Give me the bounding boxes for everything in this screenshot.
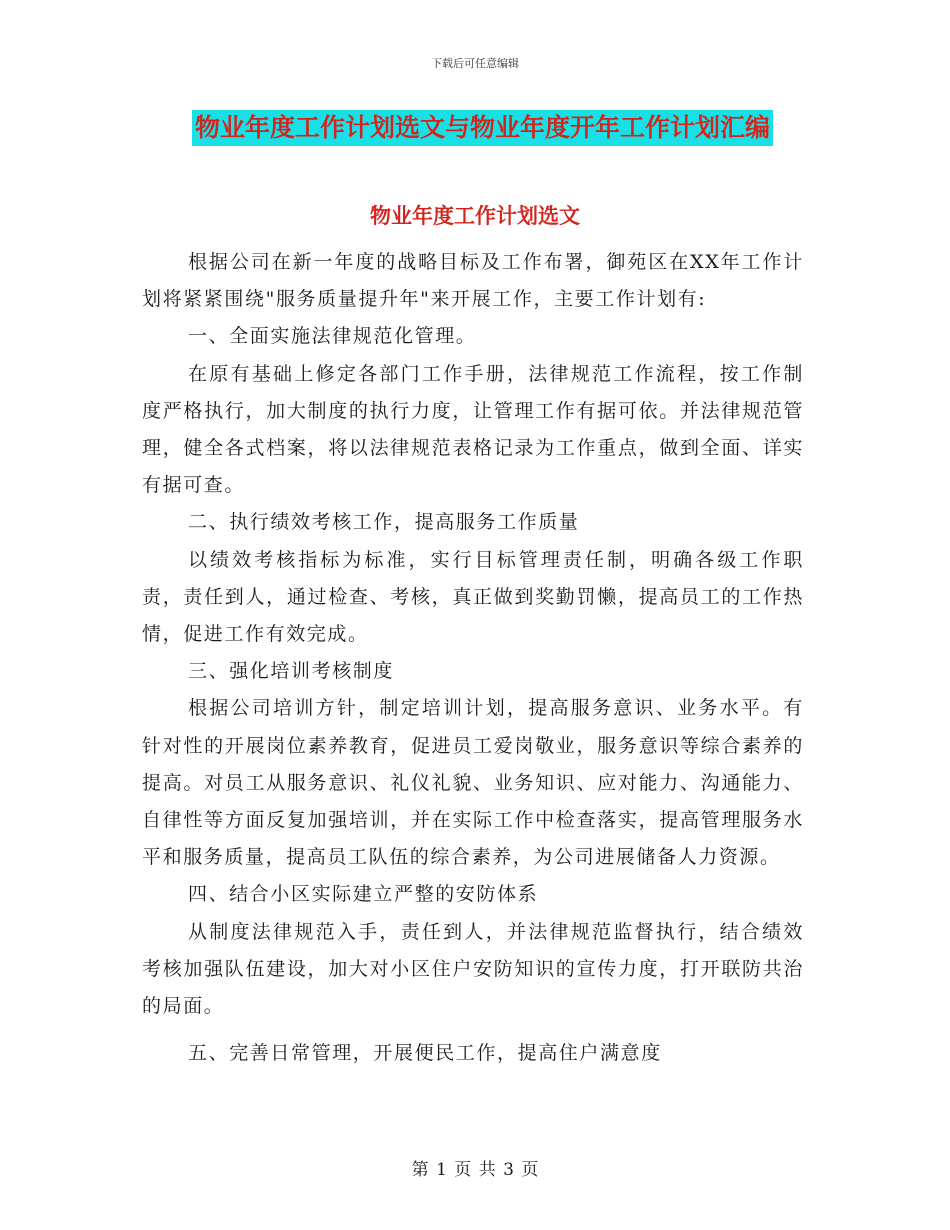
paragraph-body-1: 在原有基础上修定各部门工作手册，法律规范工作流程，按工作制度严格执行，加大制度的执行力度，让管理工作有据可依。并法律规范管理，健全各式档案，将以法律规范表格记录为工作重点，做到全面、详实有据可查。 — [142, 362, 804, 497]
page-footer: 第 1 页 共 3 页 — [411, 1160, 539, 1180]
paragraph-heading-5: 五、完善日常管理，开展便民工作，提高住户满意度 — [188, 1042, 662, 1065]
paragraph-body-2: 以绩效考核指标为标准，实行目标管理责任制，明确各级工作职责，责任到人，通过检查、考核，真正做到奖勤罚懒，提高员工的工作热情，促进工作有效完成。 — [142, 548, 804, 646]
paragraph-heading-3: 三、强化培训考核制度 — [188, 660, 395, 683]
paragraph-heading-2: 二、执行绩效考核工作，提高服务工作质量 — [188, 511, 580, 534]
header-note: 下载后可任意编辑 — [431, 57, 519, 70]
body-text — [142, 244, 804, 1072]
paragraph-heading-4: 四、结合小区实际建立严整的安防体系 — [188, 883, 539, 906]
paragraph-body-4: 从制度法律规范入手，责任到人，并法律规范监督执行，结合绩效考核加强队伍建设，加大对小区住户安防知识的宣传力度，打开联防共治的局面。 — [142, 920, 804, 1018]
paragraph-intro: 根据公司在新一年度的战略目标及工作布署，御苑区在XX年工作计划将紧紧围绕"服务质量提升年"来开展工作，主要工作计划有: — [142, 251, 804, 311]
main-title: 物业年度工作计划选文与物业年度开年工作计划汇编 — [192, 110, 773, 146]
paragraph-body-3: 根据公司培训方针，制定培训计划，提高服务意识、业务水平。有针对性的开展岗位素养教育，促进员工爱岗敬业，服务意识等综合素养的提高。对员工从服务意识、礼仪礼貌、业务知识、应对能力、沟通能力、自律性等方面反复加强培训，并在实际工作中检查落实，提高管理服务水平和服务质量，提高员工队伍的综合素养，为公司进展储备人力资源。 — [142, 697, 804, 869]
section-title: 物业年度工作计划选文 — [370, 204, 580, 228]
paragraph-heading-1: 一、全面实施法律规范化管理。 — [188, 325, 477, 348]
